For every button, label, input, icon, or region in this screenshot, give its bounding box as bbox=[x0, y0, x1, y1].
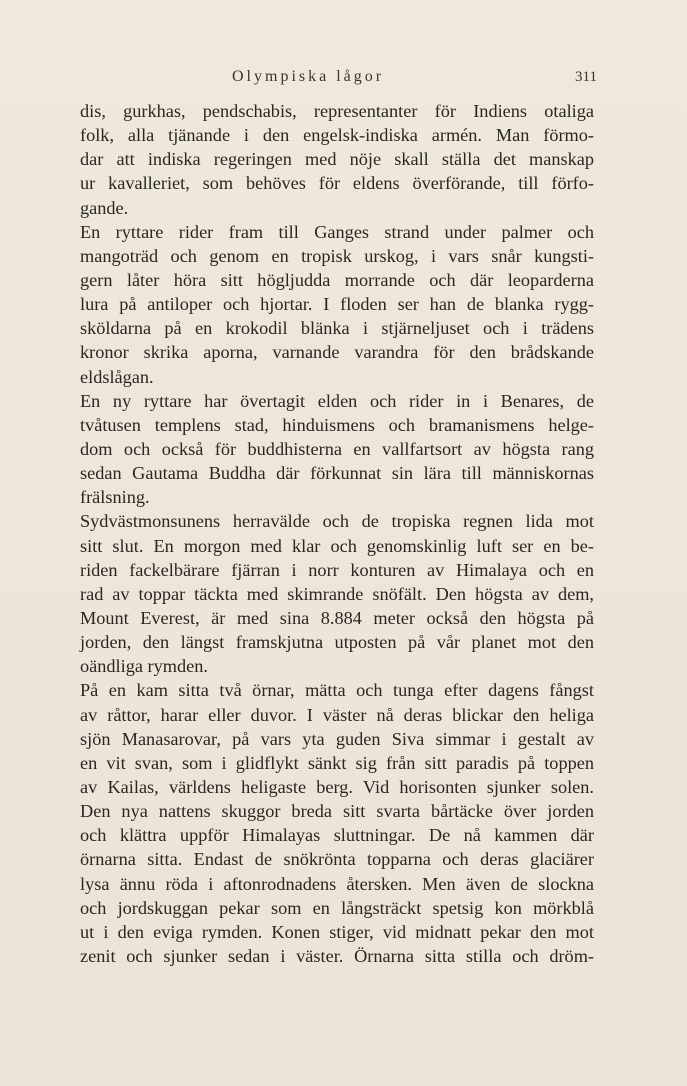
running-head bbox=[0, 68, 687, 92]
text-line: folk, alla tjänande i den engelsk-indiska armén. Man förmo- bbox=[80, 125, 594, 146]
text-line: kronor skrika aporna, varnande varandra för den brådskande bbox=[80, 342, 594, 363]
text-line: oändliga rymden. bbox=[80, 656, 208, 677]
text-line: tvåtusen templens stad, hinduismens och bramanismens helge- bbox=[80, 414, 594, 435]
text-line: sitt slut. En morgon med klar och genomskinlig luft ser en be- bbox=[80, 535, 594, 556]
text-line: och klättra uppför Himalayas sluttningar. De nå kammen där bbox=[80, 825, 594, 846]
text-line: En ryttare rider fram till Ganges strand under palmer och bbox=[80, 221, 594, 242]
text-line: zenit och sjunker sedan i väster. Örnarna sitta stilla och dröm- bbox=[80, 945, 594, 966]
text-line: av Kailas, världens heligaste berg. Vid horisonten sjunker solen. bbox=[80, 776, 594, 797]
text-line: lysa ännu röda i aftonrodnadens återsken. Men även de slockna bbox=[80, 873, 594, 894]
text-line: ur kavalleriet, som behöves för eldens överförande, till förfo- bbox=[80, 173, 594, 194]
text-line: sedan Gautama Buddha där förkunnat sin lära till människornas bbox=[80, 463, 594, 484]
text-line: en vit svan, som i glidflykt sänkt sig från sitt paradis på toppen bbox=[80, 752, 594, 773]
text-line: gande. bbox=[80, 197, 129, 218]
text-line: Den nya nattens skuggor breda sitt svarta bårtäcke över jorden bbox=[80, 801, 594, 822]
text-line: sjön Manasarovar, på vars yta guden Siva simmar i gestalt av bbox=[80, 728, 594, 749]
body-text bbox=[80, 99, 594, 968]
running-title: Olympiska lågor bbox=[232, 68, 385, 85]
text-line: Sydvästmonsunens herravälde och de tropiska regnen lida mot bbox=[80, 511, 594, 532]
text-line: frälsning. bbox=[80, 487, 150, 508]
text-line: av råttor, harar eller duvor. I väster nå deras blickar den heliga bbox=[80, 704, 594, 725]
text-line: örnarna sitta. Endast de snökrönta topparna och deras glaciärer bbox=[80, 849, 594, 870]
text-line: ut i den eviga rymden. Konen stiger, vid midnatt pekar den mot bbox=[80, 921, 594, 942]
text-line: gern låter höra sitt högljudda morrande och där leoparderna bbox=[80, 269, 594, 290]
text-line: eldslågan. bbox=[80, 366, 154, 387]
text-line: rad av toppar täckta med skimrande snöfält. Den högsta av dem, bbox=[80, 583, 594, 604]
text-line: och jordskuggan pekar som en långsträckt spetsig kon mörkblå bbox=[80, 897, 594, 918]
text-line: dom och också för buddhisterna en vallfartsort av högsta rang bbox=[80, 438, 594, 459]
text-line: dis, gurkhas, pendschabis, representanter för Indiens otaliga bbox=[80, 101, 594, 121]
text-line: lura på antiloper och hjortar. I floden ser han de blanka rygg- bbox=[80, 294, 594, 315]
text-line: På en kam sitta två örnar, mätta och tunga efter dagens fångst bbox=[80, 680, 594, 701]
page-number: 311 bbox=[575, 69, 597, 85]
text-line: mangoträd och genom en tropisk urskog, i vars snår kungsti- bbox=[80, 245, 594, 266]
text-line: jorden, den längst framskjutna utposten på vår planet mot den bbox=[80, 632, 594, 653]
text-line: riden fackelbärare fjärran i norr konturen av Himalaya och en bbox=[80, 559, 594, 580]
text-line: Mount Everest, är med sina 8.884 meter också den högsta på bbox=[80, 607, 594, 628]
text-line: En ny ryttare har övertagit elden och rider in i Benares, de bbox=[80, 390, 594, 411]
text-line: sköldarna på en krokodil blänka i stjärneljuset och i trädens bbox=[80, 318, 594, 339]
text-line: dar att indiska regeringen med nöje skall ställa det manskap bbox=[80, 149, 594, 170]
